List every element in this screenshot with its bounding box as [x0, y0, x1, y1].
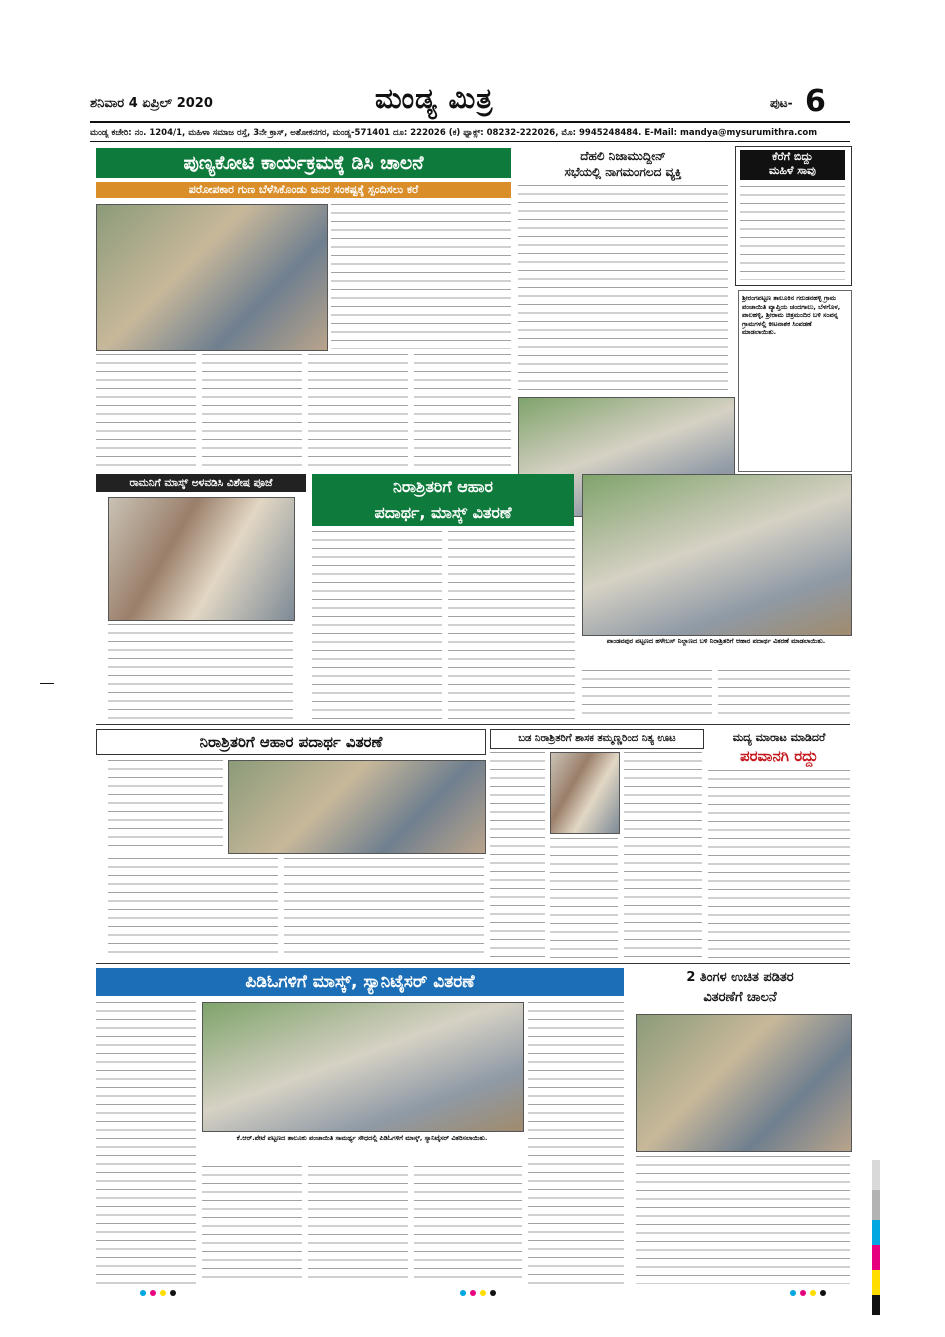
story10-photo: [202, 1002, 524, 1132]
story10-caption: ಕೆ.ಆರ್.ಪೇಟೆ ಪಟ್ಟಣದ ತಾಲೂಕು ಪಂಚಾಯಿತಿ ಸಾಮರ್ಥ್ಯ ಸೌಧದಲ್ಲಿ ಪಿಡಿಓಗಳಿಗೆ ಮಾಸ್ಕ್, ಸ್ಯಾನಿಟೈಸರ್ ವಿತರಿಸಲಾಯಿತು.: [236, 1134, 488, 1142]
registration-dot-cyan-2: [460, 1290, 466, 1296]
story11-headline-line1: 2 ತಿಂಗಳ ಉಚಿತ ಪಡಿತರ: [686, 970, 794, 985]
masthead-rule-top: [90, 121, 850, 123]
story9-text: [708, 770, 850, 958]
page-number: 6: [805, 84, 826, 119]
registration-dot-black-2: [490, 1290, 496, 1296]
story10-text-col1: [96, 1002, 196, 1284]
story5-text: [108, 624, 293, 719]
story8-portrait: [550, 752, 620, 834]
story8-headline: ಬಡ ನಿರಾಶ್ರಿತರಿಗೆ ಶಾಸಕ ತಮ್ಮಣ್ಣರಿಂದ ನಿತ್ಯ ಊಟ: [490, 729, 704, 749]
story2-headline-line2: ಸಭೆಯಲ್ಲಿ ನಾಗಮಂಗಲದ ವ್ಯಕ್ತಿ: [564, 165, 682, 179]
registration-dot-cyan-3: [790, 1290, 796, 1296]
story5-headline: ರಾಮನಿಗೆ ಮಾಸ್ಕ್ ಅಳವಡಿಸಿ ವಿಶೇಷ ಪೂಜೆ: [96, 474, 306, 492]
colorbar-cyan: [872, 1220, 880, 1245]
story4-caption: ಶ್ರೀರಂಗಪಟ್ಟಣ ತಾಲೂಕಿನ ಗರುಡನಹಳ್ಳಿ ಗ್ರಾಮ ಪಂಚಾಯಿತಿ ವ್ಯಾಪ್ತಿಯ ಚಂದಗಾಲು, ಬೆಳಗೊಳ, ಪಾಲಹಳ್ಳಿ, ಶ್ರೀರಾಮ ಚಿತ್ರಮಂದಿರ ಬಳಿ ಸಂಪನ್ನ ಗ್ರಾಮಗಳಲ್ಲಿ ಕೀಟನಾಶಕ ಸಿಂಪಡಣೆ ಮಾಡಲಾಯಿತು.: [742, 294, 841, 336]
story6-headline-line1: ನಿರಾಶ್ರಿತರಿಗೆ ಆಹಾರ: [392, 477, 494, 496]
story1-text-col2: [202, 354, 302, 466]
story1-text-top: [331, 204, 511, 349]
story1-text-col4: [414, 354, 511, 466]
story9-headline-line1: ಮದ್ಯ ಮಾರಾಟ ಮಾಡಿದರೆ: [732, 731, 826, 744]
registration-dot-magenta: [150, 1290, 156, 1296]
registration-dot-cyan: [140, 1290, 146, 1296]
section-divider-1: [96, 724, 850, 725]
story11-text: [636, 1156, 850, 1284]
story2-text: [518, 185, 728, 390]
story7-text-col3: [284, 858, 484, 958]
story6-text-col3: [582, 670, 712, 720]
story6-text-col4: [718, 670, 850, 720]
page-label: ಪುಟ-: [770, 96, 793, 110]
story11-photo: [636, 1014, 852, 1152]
colorbar-black: [872, 1295, 880, 1315]
story3-headline-line2: ಮಹಿಳೆ ಸಾವು: [769, 164, 816, 177]
registration-dot-black: [170, 1290, 176, 1296]
story3-headline: [740, 150, 845, 180]
story11-headline-line2: ವಿತರಣೆಗೆ ಚಾಲನೆ: [703, 990, 777, 1005]
crop-mark: [40, 683, 54, 684]
story8-text-col1: [490, 752, 545, 958]
story6-caption: ಪಾಂಡವಪುರ ಪಟ್ಟಣದ ಹಳೇಬಸ್ ನಿಲ್ದಾಣದ ಬಳಿ ನಿರಾಶ್ರಿತರಿಗೆ ಆಹಾರ ಪದಾರ್ಥ ವಿತರಣೆ ಮಾಡಲಾಯಿತು.: [606, 637, 826, 645]
newspaper-logo: ಮಂಡ್ಯ ಮಿತ್ರ: [375, 82, 494, 115]
story9-headline: [708, 729, 850, 765]
registration-dot-magenta-2: [470, 1290, 476, 1296]
registration-dot-yellow-2: [480, 1290, 486, 1296]
story5-photo: [108, 497, 295, 621]
story10-text-col5: [528, 1002, 624, 1284]
colorbar-magenta: [872, 1245, 880, 1270]
registration-dot-yellow: [160, 1290, 166, 1296]
story2-headline: [518, 148, 728, 180]
story3-headline-line1: ಕೆರೆಗೆ ಬಿದ್ದು: [772, 150, 813, 163]
story6-headline: [312, 474, 574, 526]
story2-headline-line1: ದೆಹಲಿ ನಿಜಾಮುದ್ದೀನ್: [580, 149, 666, 163]
story11-headline: [630, 968, 850, 1008]
story10-text-col3: [308, 1166, 408, 1284]
story9-headline-line2: ಪರವಾನಗಿ ರದ್ದು: [739, 747, 818, 765]
colorbar-yellow: [872, 1270, 880, 1295]
colorbar-grey-2: [872, 1190, 880, 1220]
story7-photo: [228, 760, 486, 854]
story6-text-col2: [448, 531, 575, 719]
story10-text-col4: [414, 1166, 522, 1284]
office-address: ಮಂಡ್ಯ ಕಚೇರಿ: ನಂ. 1204/1, ಮಹಿಳಾ ಸಮಾಜ ರಸ್ತೆ, 3ನೇ ಕ್ರಾಸ್, ಅಶೋಕನಗರ, ಮಂಡ್ಯ-571401 ದೂ: 222026 (ಕ) ಫ್ಯಾಕ್ಸ್: 08232-222026, ಮೊ: 9945248484. E-Mail: mandya@mysurumithra.com: [90, 128, 818, 138]
story1-text-col1: [96, 354, 196, 466]
story1-headline: ಪುಣ್ಯಕೋಟಿ ಕಾರ್ಯಕ್ರಮಕ್ಕೆ ಡಿಸಿ ಚಾಲನೆ: [96, 148, 511, 178]
registration-dot-magenta-3: [800, 1290, 806, 1296]
story6-photo: [582, 474, 852, 636]
story3-text: [740, 186, 845, 280]
issue-date: ಶನಿವಾರ 4 ಏಪ್ರಿಲ್ 2020: [90, 96, 213, 111]
story1-subhead: ಪರೋಪಕಾರ ಗುಣ ಬೆಳೆಸಿಕೊಂಡು ಜನರ ಸಂಕಷ್ಟಕ್ಕೆ ಸ್ಪಂದಿಸಲು ಕರೆ: [96, 182, 511, 198]
story6-text-col1: [312, 531, 442, 719]
story7-text-col2: [108, 858, 278, 958]
section-divider-2: [96, 963, 850, 964]
registration-dot-yellow-3: [810, 1290, 816, 1296]
registration-dot-black-3: [820, 1290, 826, 1296]
story1-text-col3: [308, 354, 408, 466]
story8-text-col3: [624, 752, 702, 958]
story1-photo: [96, 204, 328, 351]
story8-text-col2: [550, 838, 618, 958]
story10-headline: ಪಿಡಿಓಗಳಿಗೆ ಮಾಸ್ಕ್, ಸ್ಯಾನಿಟೈಸರ್ ವಿತರಣೆ: [96, 968, 624, 996]
story6-headline-line2: ಪದಾರ್ಥ, ಮಾಸ್ಕ್ ವಿತರಣೆ: [374, 503, 512, 522]
colorbar-grey: [872, 1160, 880, 1190]
story10-text-col2: [202, 1166, 302, 1284]
story7-headline: ನಿರಾಶ್ರಿತರಿಗೆ ಆಹಾರ ಪದಾರ್ಥ ವಿತರಣೆ: [96, 729, 486, 755]
masthead-rule-bottom: [90, 141, 850, 142]
story7-text-col1: [108, 760, 223, 852]
